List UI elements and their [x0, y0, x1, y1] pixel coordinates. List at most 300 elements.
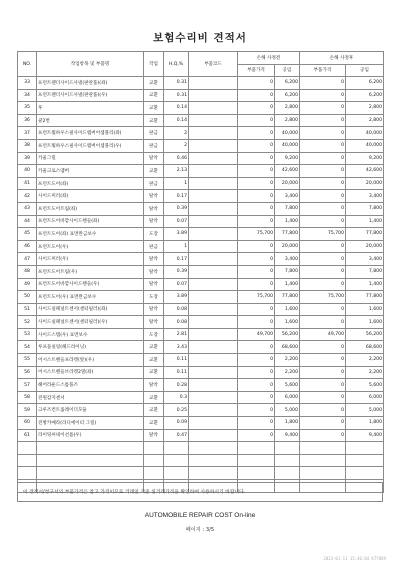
row-after-part-price: 0 [300, 379, 346, 392]
row-work: 탈착 [144, 265, 164, 278]
row-item: 프런트펜더사이드사넬(판관품)(우) [37, 89, 144, 102]
row-item: 프런트도어(우) [37, 240, 144, 253]
row-no: 55 [18, 354, 37, 367]
row-after-labor: 68,600 [346, 341, 384, 354]
row-part-code [189, 165, 238, 178]
row-part-code [189, 215, 238, 228]
row-after-part-price: 0 [300, 215, 346, 228]
header-part-code: 부품코드 [189, 52, 238, 77]
row-before-labor: 6,000 [275, 391, 300, 404]
row-work: 탈착 [144, 190, 164, 203]
row-after-part-price: 0 [300, 366, 346, 379]
row-before-part-price: 0 [238, 354, 275, 367]
row-no: 54 [18, 341, 37, 354]
row-work: 교환 [144, 417, 164, 430]
row-item: 크루즈컨트롤레이더모듈 [37, 404, 144, 417]
row-after-labor: 9,200 [346, 152, 384, 165]
row-after-part-price: 0 [300, 404, 346, 417]
row-after-labor: 1,600 [346, 316, 384, 329]
row-before-part-price [238, 454, 275, 467]
table-row [18, 127, 384, 140]
row-work: 교환 [144, 77, 164, 90]
row-hours: 0.17 [164, 190, 189, 203]
row-after-labor: 7,800 [346, 265, 384, 278]
row-item: 전방카메라(라디에이터 그릴) [37, 417, 144, 430]
row-work: 탈착 [144, 303, 164, 316]
row-hours: 1 [164, 177, 189, 190]
table-row [18, 77, 384, 90]
row-no: 40 [18, 165, 37, 178]
row-before-labor: 1,400 [275, 215, 300, 228]
row-hours: 0.47 [164, 429, 189, 442]
row-after-part-price: 0 [300, 202, 346, 215]
row-item: 쿨2번 [37, 114, 144, 127]
row-before-labor: 20,000 [275, 177, 300, 190]
row-part-code [189, 278, 238, 291]
row-work: 판금 [144, 177, 164, 190]
row-item [37, 467, 144, 480]
row-after-part-price: 0 [300, 165, 346, 178]
row-after-part-price: 75,700 [300, 291, 346, 304]
row-hours: 0.09 [164, 417, 189, 430]
row-no: 53 [18, 328, 37, 341]
row-before-labor [275, 454, 300, 467]
header-before-part-price: 부품가격 [238, 64, 275, 77]
row-before-part-price: 0 [238, 127, 275, 140]
row-no: 60 [18, 417, 37, 430]
row-before-labor: 5,600 [275, 379, 300, 392]
row-after-part-price: 0 [300, 77, 346, 90]
row-after-labor: 6,000 [346, 391, 384, 404]
row-part-code [189, 265, 238, 278]
row-after-labor: 2,800 [346, 114, 384, 127]
row-item: 어시스트핸들프라켓(앞)(우) [37, 354, 144, 367]
row-work: 탈착 [144, 202, 164, 215]
row-before-part-price: 0 [238, 240, 275, 253]
row-after-part-price: 75,700 [300, 228, 346, 241]
row-no: 38 [18, 139, 37, 152]
row-after-labor: 5,000 [346, 404, 384, 417]
row-work: 교환 [144, 102, 164, 115]
row-hours: 0.14 [164, 114, 189, 127]
row-part-code [189, 202, 238, 215]
row-no: 56 [18, 366, 37, 379]
row-after-labor: 40,000 [346, 127, 384, 140]
row-part-code [189, 429, 238, 442]
header-before-labor: 공임 [275, 64, 300, 77]
row-after-labor: 2,800 [346, 102, 384, 115]
table-row [18, 177, 384, 190]
row-item: 사이드스텝(우) 표면보수 [37, 328, 144, 341]
row-item: 프런트휠하우스필사이드멤버어셈블리(우) [37, 139, 144, 152]
row-no: 47 [18, 253, 37, 266]
row-after-labor: 9,400 [346, 429, 384, 442]
row-item: 사이드실패널트센서(센터필러)(우) [37, 316, 144, 329]
row-hours: 0.3 [164, 391, 189, 404]
row-part-code [189, 379, 238, 392]
row-part-code [189, 89, 238, 102]
table-row [18, 278, 384, 291]
row-hours: 0.31 [164, 89, 189, 102]
row-part-code [189, 467, 238, 480]
header-before-assessment: 손해 사정전 [238, 52, 300, 65]
row-part-code [189, 190, 238, 203]
row-before-part-price [238, 442, 275, 455]
row-hours: 0.46 [164, 152, 189, 165]
row-work: 교환 [144, 89, 164, 102]
row-item: 프런트휠하우스필사이드멤버어셈블리(좌) [37, 127, 144, 140]
row-before-part-price: 0 [238, 139, 275, 152]
row-after-part-price: 0 [300, 341, 346, 354]
row-before-labor: 77,800 [275, 228, 300, 241]
row-before-part-price: 0 [238, 303, 275, 316]
row-item: 루프돌실링(헤드라이닝) [37, 341, 144, 354]
row-before-part-price: 0 [238, 429, 275, 442]
row-no: 37 [18, 127, 37, 140]
row-hours: 3.43 [164, 341, 189, 354]
row-item: 라이팅씨네이션틀(우) [37, 429, 144, 442]
row-after-part-price: 0 [300, 417, 346, 430]
row-item: 카울크로스멤버 [37, 165, 144, 178]
row-after-part-price: 0 [300, 114, 346, 127]
row-hours: 0.08 [164, 303, 189, 316]
header-after-assessment: 손해 사정후 [300, 52, 384, 65]
print-timestamp: 2023-01-11 15:46:04 KTY889 [323, 556, 386, 561]
row-no: 48 [18, 265, 37, 278]
row-no [18, 454, 37, 467]
row-work: 교환 [144, 354, 164, 367]
table-row [18, 391, 384, 404]
row-item: 프런트도어(좌) 표면완금보수 [37, 228, 144, 241]
row-work: 교환 [144, 366, 164, 379]
row-hours: 2.81 [164, 328, 189, 341]
row-after-part-price [300, 467, 346, 480]
row-after-labor: 20,000 [346, 240, 384, 253]
row-before-labor [275, 442, 300, 455]
row-before-labor: 2,200 [275, 366, 300, 379]
row-after-labor: 1,600 [346, 303, 384, 316]
row-before-labor: 1,600 [275, 316, 300, 329]
row-work: 판금 [144, 240, 164, 253]
row-no: 43 [18, 202, 37, 215]
table-row [18, 442, 384, 455]
row-after-labor: 3,400 [346, 190, 384, 203]
row-after-part-price: 0 [300, 190, 346, 203]
row-before-labor: 2,800 [275, 114, 300, 127]
row-after-labor: 77,800 [346, 228, 384, 241]
table-row [18, 328, 384, 341]
row-no: 33 [18, 77, 37, 90]
row-hours [164, 454, 189, 467]
row-hours: 1 [164, 240, 189, 253]
row-before-labor: 2,800 [275, 102, 300, 115]
row-part-code [189, 139, 238, 152]
row-part-code [189, 253, 238, 266]
row-before-part-price: 0 [238, 278, 275, 291]
row-after-labor: 42,600 [346, 165, 384, 178]
row-before-labor: 68,600 [275, 341, 300, 354]
row-item: 전원감지센서 [37, 391, 144, 404]
row-before-part-price: 49,700 [238, 328, 275, 341]
row-part-code [189, 354, 238, 367]
row-after-part-price: 0 [300, 152, 346, 165]
footer-title: AUTOMOBILE REPAIR COST On-line [144, 512, 256, 519]
row-hours: 0.08 [164, 316, 189, 329]
table-row [18, 228, 384, 241]
row-item: 프런트도어바깥사이드핸들(우) [37, 278, 144, 291]
row-before-part-price: 0 [238, 417, 275, 430]
row-after-part-price: 0 [300, 265, 346, 278]
row-before-part-price: 0 [238, 114, 275, 127]
row-part-code [189, 291, 238, 304]
header-after-part-price: 부품가격 [300, 64, 346, 77]
row-item: 프런트도어(우) 표면완금보수 [37, 291, 144, 304]
row-part-code [189, 152, 238, 165]
row-no: 35 [18, 102, 37, 115]
row-no: 46 [18, 240, 37, 253]
row-work: 탈착 [144, 429, 164, 442]
row-work: 탈착 [144, 379, 164, 392]
row-no: 50 [18, 291, 37, 304]
row-before-labor: 1,600 [275, 303, 300, 316]
row-before-part-price: 0 [238, 190, 275, 203]
row-item [37, 442, 144, 455]
row-part-code [189, 341, 238, 354]
row-before-labor: 9,200 [275, 152, 300, 165]
row-before-labor: 6,200 [275, 89, 300, 102]
table-row [18, 265, 384, 278]
table-row [18, 152, 384, 165]
row-hours: 2.13 [164, 165, 189, 178]
row-item: 카울그릴 [37, 152, 144, 165]
row-item: 사이드미러(좌) [37, 190, 144, 203]
table-row [18, 303, 384, 316]
row-before-labor: 42,600 [275, 165, 300, 178]
row-part-code [189, 240, 238, 253]
table-row [18, 114, 384, 127]
row-hours [164, 467, 189, 480]
row-no: 36 [18, 114, 37, 127]
row-item: 프런트도어트림(우) [37, 265, 144, 278]
row-hours: 0.31 [164, 77, 189, 90]
estimate-table [17, 51, 384, 493]
row-after-labor: 1,400 [346, 215, 384, 228]
row-part-code [189, 77, 238, 90]
row-before-labor: 56,200 [275, 328, 300, 341]
row-before-labor: 20,000 [275, 240, 300, 253]
row-before-labor: 1,400 [275, 278, 300, 291]
header-item: 작업항목 및 부품명 [37, 52, 144, 77]
row-work: 탈착 [144, 316, 164, 329]
row-hours: 0.11 [164, 354, 189, 367]
row-part-code [189, 102, 238, 115]
table-row [18, 190, 384, 203]
table-row [18, 429, 384, 442]
row-no: 42 [18, 190, 37, 203]
table-row [18, 215, 384, 228]
row-no: 61 [18, 429, 37, 442]
row-before-part-price: 0 [238, 152, 275, 165]
row-no: 52 [18, 316, 37, 329]
document-title: 보험수리비 견적서 [153, 32, 247, 44]
header-hours: H,Q,% [164, 52, 189, 77]
row-item: 프런트펜더사이드사넬(판관품)(좌) [37, 77, 144, 90]
row-work: 교환 [144, 404, 164, 417]
row-after-part-price: 0 [300, 89, 346, 102]
row-part-code [189, 404, 238, 417]
row-after-part-price: 0 [300, 429, 346, 442]
row-part-code [189, 316, 238, 329]
row-work [144, 467, 164, 480]
row-after-part-price: 0 [300, 240, 346, 253]
row-no: 39 [18, 152, 37, 165]
row-after-labor: 77,800 [346, 291, 384, 304]
row-after-part-price: 0 [300, 253, 346, 266]
table-row [18, 341, 384, 354]
row-before-labor: 1,800 [275, 417, 300, 430]
row-part-code [189, 417, 238, 430]
table-row [18, 354, 384, 367]
row-before-part-price: 0 [238, 265, 275, 278]
row-item: 후 [37, 102, 144, 115]
header-after-labor: 공임 [346, 64, 384, 77]
row-after-part-price: 49,700 [300, 328, 346, 341]
row-after-part-price: 0 [300, 278, 346, 291]
page-number: 페이지 : 3/5 [185, 527, 215, 533]
row-item: 사이드미러(우) [37, 253, 144, 266]
table-row [18, 139, 384, 152]
row-before-part-price: 0 [238, 366, 275, 379]
row-before-labor: 2,200 [275, 354, 300, 367]
row-after-labor: 40,000 [346, 139, 384, 152]
row-after-labor: 5,600 [346, 379, 384, 392]
row-work: 탈착 [144, 215, 164, 228]
row-no: 51 [18, 303, 37, 316]
row-item: 프런트도어트림(좌) [37, 202, 144, 215]
row-no: 34 [18, 89, 37, 102]
row-item [37, 454, 144, 467]
row-item: 헤어라운드스톱플즈 [37, 379, 144, 392]
row-before-labor: 40,000 [275, 139, 300, 152]
row-after-labor [346, 442, 384, 455]
table-row [18, 417, 384, 430]
row-after-part-price: 0 [300, 139, 346, 152]
row-part-code [189, 228, 238, 241]
row-before-part-price: 0 [238, 89, 275, 102]
row-before-labor: 3,400 [275, 253, 300, 266]
row-before-part-price: 75,700 [238, 291, 275, 304]
row-part-code [189, 454, 238, 467]
table-row [18, 404, 384, 417]
table-row [18, 379, 384, 392]
row-after-part-price: 0 [300, 391, 346, 404]
table-row [18, 253, 384, 266]
row-before-part-price: 0 [238, 202, 275, 215]
row-after-part-price: 0 [300, 354, 346, 367]
row-item: 프런트도어바깥사이드핸들(좌) [37, 215, 144, 228]
row-before-part-price: 0 [238, 177, 275, 190]
table-row [18, 102, 384, 115]
row-hours: 0.07 [164, 278, 189, 291]
row-before-labor: 6,200 [275, 77, 300, 90]
table-row [18, 89, 384, 102]
row-before-labor: 7,800 [275, 265, 300, 278]
row-part-code [189, 114, 238, 127]
row-no: 45 [18, 228, 37, 241]
row-hours: 3.89 [164, 291, 189, 304]
row-work: 도장 [144, 291, 164, 304]
row-part-code [189, 328, 238, 341]
row-after-labor: 20,000 [346, 177, 384, 190]
row-before-labor: 7,800 [275, 202, 300, 215]
row-hours: 0.39 [164, 265, 189, 278]
row-before-labor: 5,000 [275, 404, 300, 417]
row-before-part-price: 0 [238, 379, 275, 392]
row-part-code [189, 177, 238, 190]
row-after-labor: 1,400 [346, 278, 384, 291]
header-no: NO. [18, 52, 37, 77]
row-no [18, 467, 37, 480]
row-before-part-price: 0 [238, 391, 275, 404]
row-item: 프런트도어(좌) [37, 177, 144, 190]
row-before-labor: 77,800 [275, 291, 300, 304]
row-work: 판금 [144, 139, 164, 152]
row-no: 59 [18, 404, 37, 417]
row-hours: 2 [164, 127, 189, 140]
row-before-part-price: 0 [238, 404, 275, 417]
row-before-part-price: 0 [238, 165, 275, 178]
row-before-part-price: 0 [238, 253, 275, 266]
row-hours: 0.39 [164, 202, 189, 215]
row-hours: 0.07 [164, 215, 189, 228]
table-row [18, 366, 384, 379]
table-row [18, 316, 384, 329]
row-part-code [189, 391, 238, 404]
row-after-labor: 3,400 [346, 253, 384, 266]
row-work: 판금 [144, 127, 164, 140]
row-hours [164, 442, 189, 455]
row-no: 49 [18, 278, 37, 291]
row-after-part-price [300, 442, 346, 455]
row-before-labor: 9,400 [275, 429, 300, 442]
row-hours: 0.28 [164, 379, 189, 392]
row-after-labor: 6,200 [346, 89, 384, 102]
row-after-part-price: 0 [300, 127, 346, 140]
row-no: 58 [18, 391, 37, 404]
row-after-labor: 7,800 [346, 202, 384, 215]
row-after-part-price: 0 [300, 316, 346, 329]
row-part-code [189, 303, 238, 316]
row-hours: 0.17 [164, 253, 189, 266]
row-work [144, 442, 164, 455]
table-row [18, 165, 384, 178]
row-work: 탈착 [144, 278, 164, 291]
row-part-code [189, 366, 238, 379]
row-work: 탈착 [144, 253, 164, 266]
row-after-part-price: 0 [300, 177, 346, 190]
header-work: 작업 [144, 52, 164, 77]
row-item: 사이드실패널트센서(센터필러)(좌) [37, 303, 144, 316]
row-hours: 2 [164, 139, 189, 152]
table-row [18, 291, 384, 304]
row-before-part-price: 75,700 [238, 228, 275, 241]
row-after-labor [346, 467, 384, 480]
row-hours: 0.25 [164, 404, 189, 417]
row-after-part-price [300, 454, 346, 467]
row-before-part-price: 0 [238, 215, 275, 228]
table-row [18, 467, 384, 480]
row-after-labor: 2,200 [346, 354, 384, 367]
